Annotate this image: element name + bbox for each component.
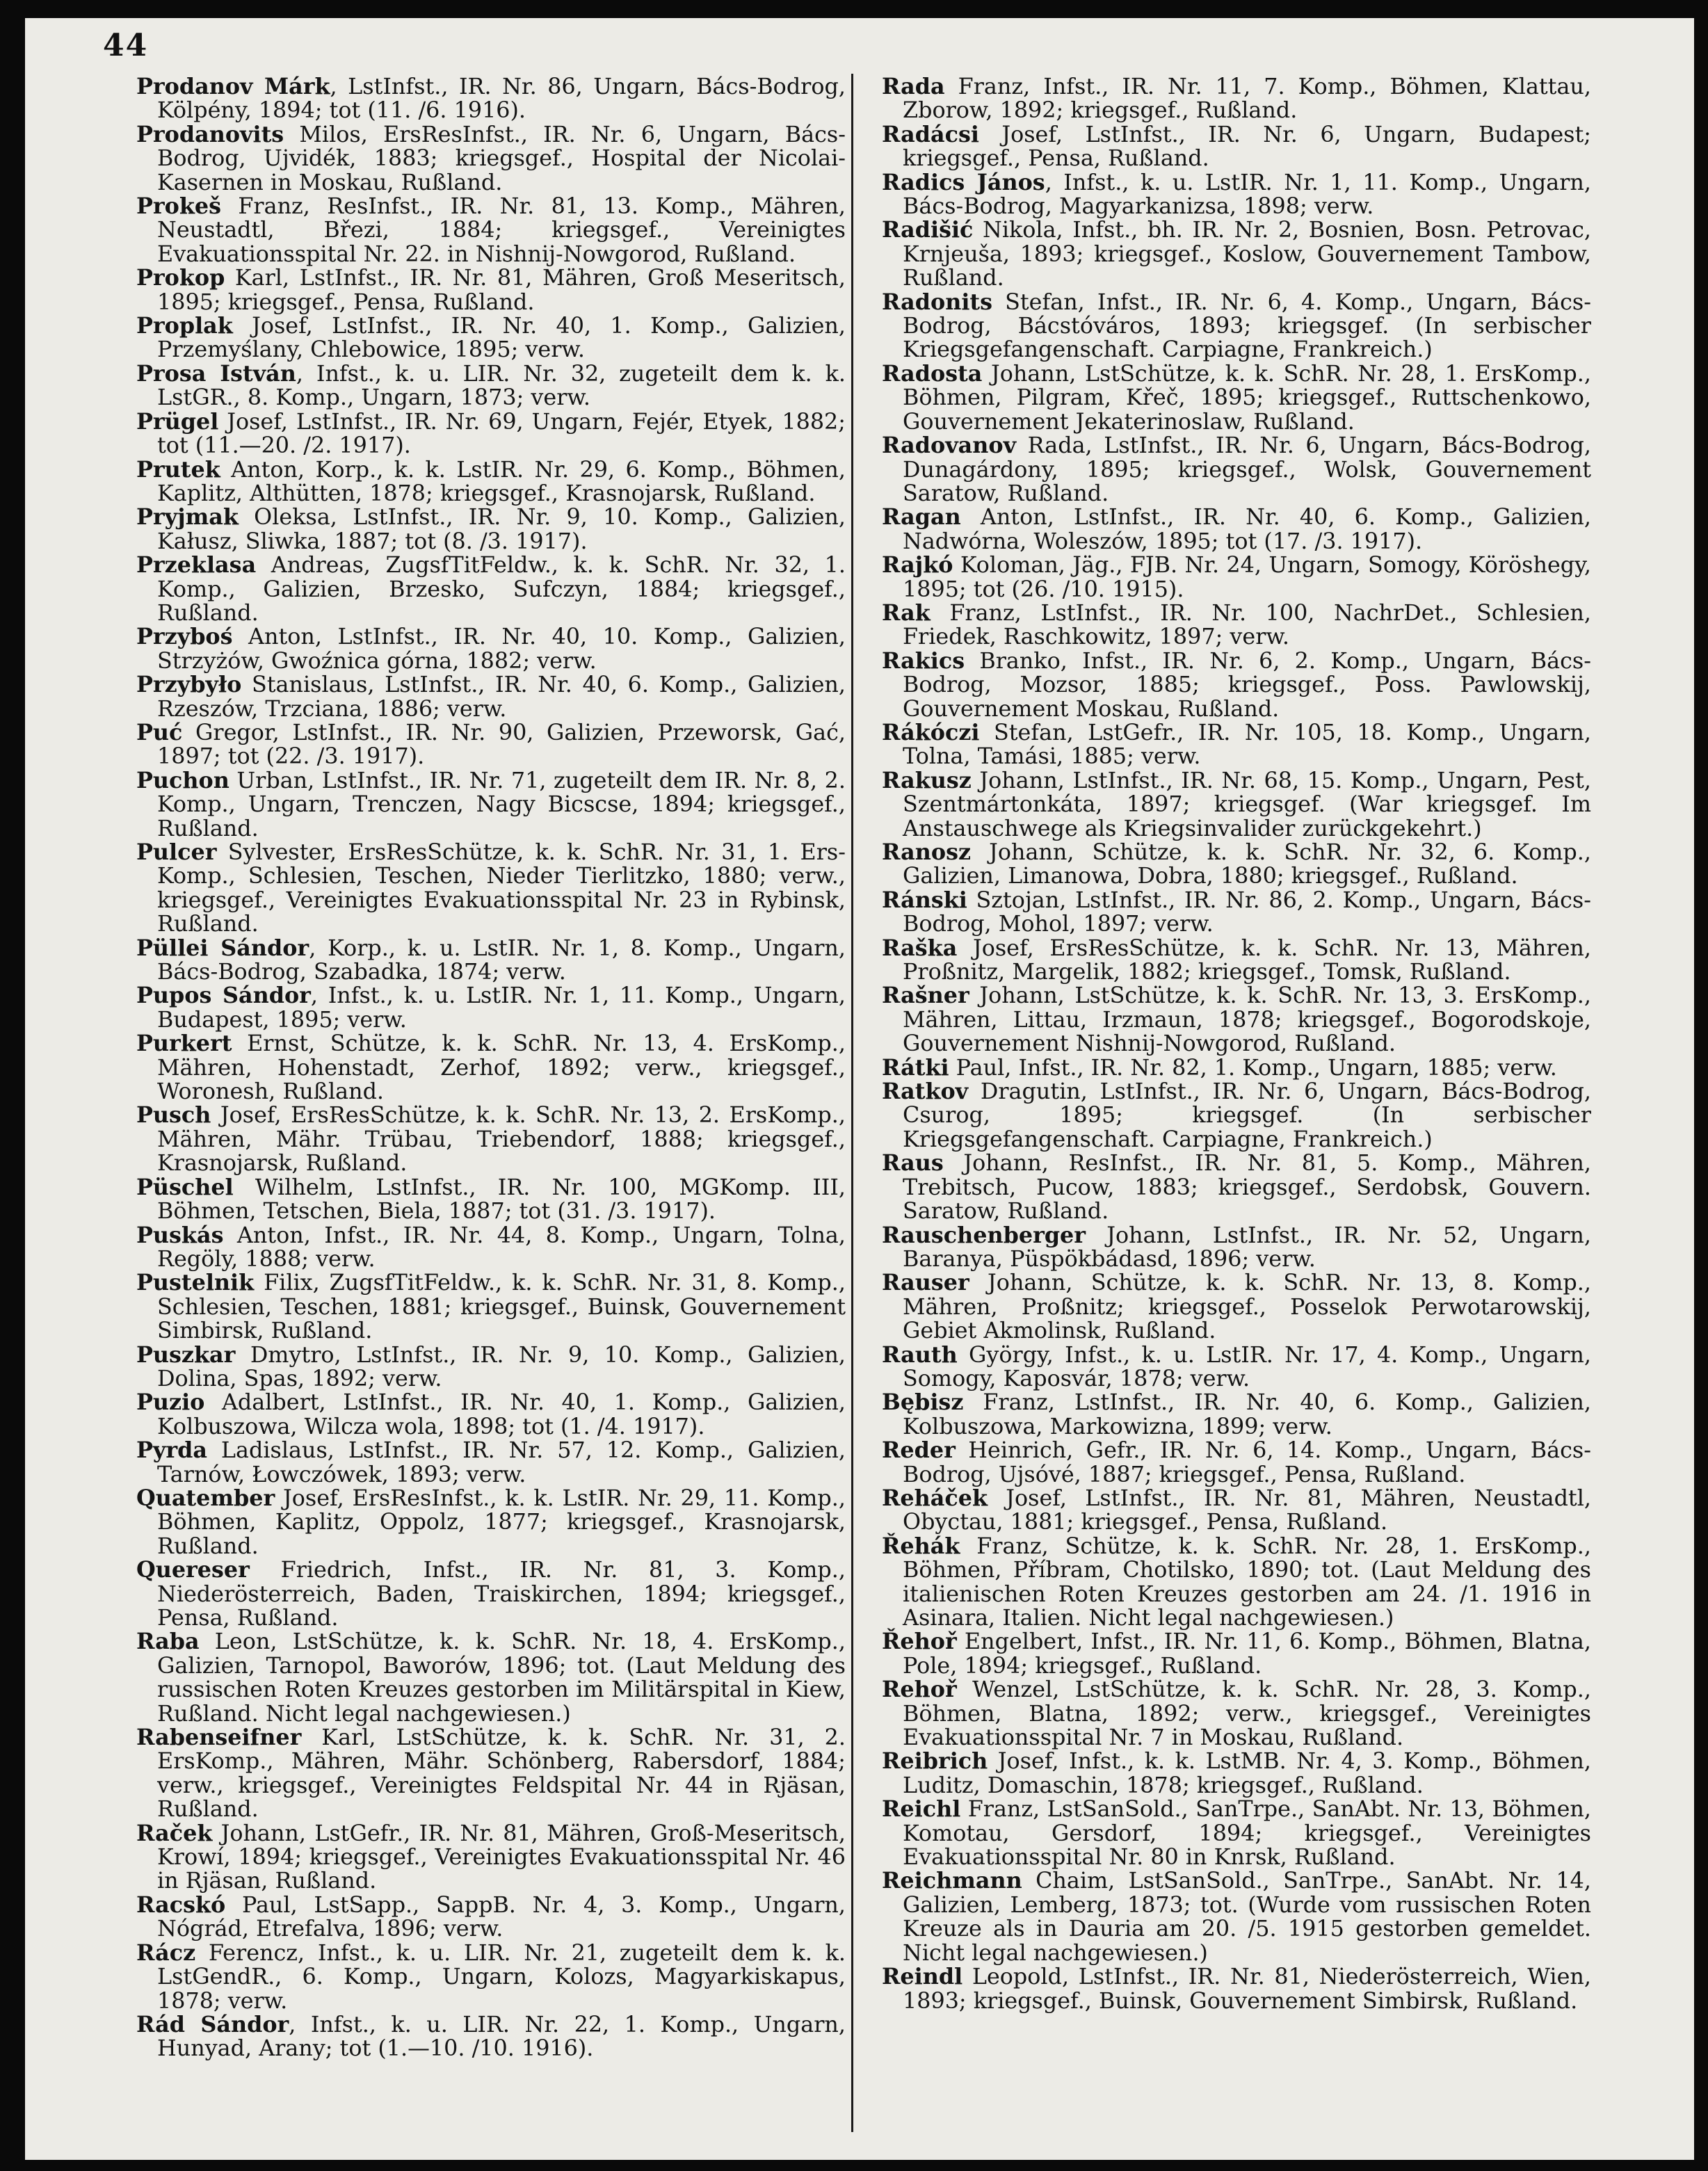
entry-surname: Przyboś (136, 624, 233, 650)
entry-surname: Radišić (882, 217, 974, 243)
register-entry (882, 599, 1591, 650)
register-entry (136, 1939, 846, 2014)
entry-details: Ernst, Schütze, k. k. SchR. Nr. 13, 4. ErsKomp., Mähren, Hohenstadt, Zerhof, 1892; verw., kriegsgef., Woronesh, Rußland. (157, 1031, 846, 1105)
entry-surname: Prokeš (136, 193, 222, 220)
entry-details: Andreas, ZugsfTitFeldw., k. k. SchR. Nr. 32, 1. Komp., Galizien, Brzesko, Sufczyn, 1884; kriegsgef., Rußland. (157, 552, 846, 626)
entry-surname: Prosa István (136, 360, 296, 387)
entry-surname: Ragan (882, 504, 961, 531)
entry-details: Anton, LstInfst., IR. Nr. 40, 6. Komp., Galizien, Nadwórna, Woleszów, 1895; tot (17. /3. 1917). (903, 504, 1591, 554)
entry-surname: Rakics (882, 647, 965, 674)
entry-details: Franz, LstSanSold., SanTrpe., SanAbt. Nr. 13, Böhmen, Komotau, Gersdorf, 1894; kriegsgef., Vereinigtes Evakuationsspital Nr. 80 in Knrsk, Rußland. (903, 1796, 1591, 1871)
register-entry (882, 434, 1591, 506)
entry-details: Franz, Infst., IR. Nr. 11, 7. Komp., Böhmen, Klattau, Zborow, 1892; kriegsgef., Rußland. (903, 74, 1591, 124)
entry-details: Sylvester, ErsResSchütze, k. k. SchR. Nr. 31, 1. Ers-Komp., Schlesien, Teschen, Nieder Tierlitzko, 1880; verw., kriegsgef., Vereinigtes Evakuationsspital Nr. 23 in Rybinsk, Rußland. (157, 839, 846, 937)
entry-surname: Puć (136, 719, 183, 745)
entry-details: , LstInfst., IR. Nr. 86, Ungarn, Bács-Bodrog, Kölpény, 1894; tot (11. /6. 1916). (157, 74, 846, 124)
entry-details: Josef, Infst., k. k. LstMB. Nr. 4, 3. Komp., Böhmen, Luditz, Domaschin, 1878; kriegsgef., Rußland. (903, 1748, 1591, 1798)
entry-details: Franz, ResInfst., IR. Nr. 81, 13. Komp., Mähren, Neustadtl, Březi, 1884; kriegsgef., Vereinigtes Evakuationsspital Nr. 22. in Nishnij-Nowgorod, Rußland. (157, 193, 846, 267)
entry-surname: Rakusz (882, 767, 972, 793)
entry-details: Paul, LstSapp., SappB. Nr. 4, 3. Komp., Ungarn, Nógrád, Etrefalva, 1896; verw. (157, 1891, 846, 1942)
register-entry (136, 1271, 846, 1343)
entry-surname: Raček (136, 1820, 213, 1846)
entry-surname: Rácz (136, 1939, 196, 1966)
entry-surname: Puzio (136, 1389, 205, 1416)
entry-surname: Rehoř (882, 1677, 957, 1703)
entry-surname: Püschel (136, 1174, 234, 1200)
entry-surname: Reibrich (882, 1748, 988, 1775)
entry-surname: Reháček (882, 1485, 988, 1511)
entry-surname: Rákóczi (882, 719, 980, 745)
entry-surname: Quereser (136, 1557, 250, 1583)
entry-surname: Przybyło (136, 672, 242, 698)
entry-details: Johann, LstGefr., IR. Nr. 81, Mähren, Groß-Meseritsch, Krowí, 1894; kriegsgef., Vereinigtes Evakuationsspital Nr. 46 in Rjäsan, Rußland. (157, 1820, 846, 1894)
entry-details: Oleksa, LstInfst., IR. Nr. 9, 10. Komp., Galizien, Kałusz, Sliwka, 1887; tot (8. /3. 1917). (157, 504, 846, 554)
entry-details: Branko, Infst., IR. Nr. 6, 2. Komp., Ungarn, Bács-Bodrog, Mozsor, 1885; kriegsgef., Poss. Pawlowskij, Gouvernement Moskau, Rußland. (903, 647, 1591, 722)
register-entry (882, 769, 1591, 841)
register-entry (136, 1487, 846, 1558)
entry-details: Friedrich, Infst., IR. Nr. 81, 3. Komp., Niederösterreich, Baden, Traiskirchen, 1894; kriegsgef., Pensa, Rußland. (157, 1557, 846, 1631)
entry-surname: Prodanovits (136, 121, 284, 147)
entry-surname: Rád Sándor (136, 2011, 289, 2037)
entry-details: Paul, Infst., IR. Nr. 82, 1. Komp., Ungarn, 1885; verw. (949, 1054, 1557, 1081)
entry-details: Ferencz, Infst., k. u. LIR. Nr. 21, zugeteilt dem k. k. LstGendR., 6. Komp., Ungarn, Kolozs, Magyarkiskapus, 1878; verw. (157, 1939, 846, 2014)
entry-details: Johann, Schütze, k. k. SchR. Nr. 32, 6. Komp., Galizien, Limanowa, Dobra, 1880; kriegsgef., Rußland. (903, 839, 1591, 889)
entry-details: Josef, LstInfst., IR. Nr. 81, Mähren, Neustadtl, Obyctau, 1881; kriegsgef., Pensa, Rußland. (903, 1485, 1591, 1535)
register-entry (136, 1391, 846, 1439)
register-entry (136, 1558, 846, 1630)
entry-details: Josef, LstInfst., IR. Nr. 40, 1. Komp., Galizien, Przemyślany, Chlebowice, 1895; verw. (157, 313, 846, 363)
entry-details: Koloman, Jäg., FJB. Nr. 24, Ungarn, Somogy, Köröshegy, 1895; tot (26. /10. 1915). (903, 552, 1591, 602)
register-entry (882, 1798, 1591, 1869)
entry-details: , Korp., k. u. LstIR. Nr. 1, 8. Komp., Ungarn, Bács-Bodrog, Szabadka, 1874; verw. (157, 935, 846, 985)
entry-details: Franz, LstInfst., IR. Nr. 40, 6. Komp., Galizien, Kolbuszowa, Markowizna, 1899; verw. (903, 1389, 1591, 1439)
entry-surname: Racskó (136, 1891, 226, 1918)
register-entry (882, 291, 1591, 362)
entry-surname: Řehák (882, 1533, 960, 1559)
entry-surname: Purkert (136, 1031, 232, 1057)
entry-details: Stefan, LstGefr., IR. Nr. 105, 18. Komp., Ungarn, Tolna, Tamási, 1885; verw. (903, 719, 1591, 770)
entry-surname: Radonits (882, 289, 992, 315)
entry-details: Anton, LstInfst., IR. Nr. 40, 10. Komp., Galizien, Strzyżów, Gwoźnica górna, 1882; verw. (157, 624, 846, 674)
register-entry (882, 1535, 1591, 1631)
register-entry (136, 1032, 846, 1104)
register-entry (882, 841, 1591, 889)
register-entry (882, 1630, 1591, 1678)
entry-details: Leon, LstSchütze, k. k. SchR. Nr. 18, 4. ErsKomp., Galizien, Tarnopol, Baworów, 1896; tot. (Laut Meldung des russischen Roten Kreuzes gestorben im Militärspital in Kiew, Rußland. Nicht legal nachgewiesen.) (157, 1629, 846, 1727)
register-entry (882, 721, 1591, 769)
entry-surname: Rauschenberger (882, 1222, 1086, 1248)
entry-details: Karl, LstInfst., IR. Nr. 81, Mähren, Groß Meseritsch, 1895; kriegsgef., Pensa, Rußland. (157, 265, 846, 315)
register-entry (882, 984, 1591, 1056)
entry-surname: Rašner (882, 983, 969, 1009)
entry-surname: Rauser (882, 1270, 969, 1296)
entry-surname: Quatember (136, 1485, 275, 1511)
entry-details: Stefan, Infst., IR. Nr. 6, 4. Komp., Ungarn, Bács-Bodrog, Bácstóváros, 1893; kriegsgef. (In serbischer Kriegsgefangenschaft. Carpiagne, Frankreich.) (903, 289, 1591, 363)
entry-surname: Prokop (136, 265, 225, 291)
entry-surname: Radics János (882, 169, 1045, 195)
register-entry (882, 506, 1591, 554)
entry-surname: Ránski (882, 887, 967, 913)
register-entry (882, 123, 1591, 171)
register-entry (136, 75, 846, 123)
register-entry (882, 937, 1591, 985)
register-entry (136, 1822, 846, 1894)
register-entry (882, 1224, 1591, 1272)
register-entry (136, 625, 846, 673)
register-entry (882, 1965, 1591, 2013)
register-entry (136, 266, 846, 314)
entry-surname: Rada (882, 74, 945, 99)
entry-details: Rada, LstInfst., IR. Nr. 6, Ungarn, Bács-Bodrog, Dunagárdony, 1895; kriegsgef., Wolsk, Gouvernement Saratow, Rußland. (903, 433, 1591, 506)
register-entry (136, 195, 846, 266)
left-column (136, 75, 846, 2061)
entry-surname: Rajkó (882, 552, 953, 579)
register-entry (882, 1678, 1591, 1750)
register-entry (136, 314, 846, 362)
entry-details: Urban, LstInfst., IR. Nr. 71, zugeteilt dem IR. Nr. 8, 2. Komp., Ungarn, Trenczen, Nagy Bicscse, 1894; kriegsgef., Rußland. (157, 767, 846, 841)
register-entry (882, 1080, 1591, 1152)
register-entry (882, 1343, 1591, 1391)
entry-surname: Pryjmak (136, 504, 239, 531)
entry-surname: Radosta (882, 360, 983, 387)
page-number: 44 (103, 28, 149, 63)
entry-surname: Reindl (882, 1964, 963, 1990)
entry-details: Wilhelm, LstInfst., IR. Nr. 100, MGKomp. III, Böhmen, Tetschen, Biela, 1887; tot (31. /3. 1917). (157, 1174, 846, 1225)
entry-surname: Przeklasa (136, 552, 257, 579)
entry-surname: Pustelnik (136, 1270, 255, 1296)
entry-details: György, Infst., k. u. LstIR. Nr. 17, 4. Komp., Ungarn, Somogy, Kaposvár, 1878; verw. (903, 1341, 1591, 1391)
entry-details: Josef, ErsResSchütze, k. k. SchR. Nr. 13, Mähren, Proßnitz, Margelik, 1882; kriegsgef., Tomsk, Rußland. (903, 935, 1591, 985)
register-entry (136, 1176, 846, 1224)
entry-details: Johann, LstSchütze, k. k. SchR. Nr. 28, 1. ErsKomp., Böhmen, Pilgram, Křeč, 1895; kriegsgef., Ruttschenkowo, Gouvernement Jekaterinoslaw, Rußland. (903, 360, 1591, 435)
entry-details: Josef, ErsResSchütze, k. k. SchR. Nr. 13, 2. ErsKomp., Mähren, Mähr. Trübau, Triebendorf, 1888; kriegsgef., Krasnojarsk, Rußland. (157, 1102, 846, 1177)
entry-details: Nikola, Infst., bh. IR. Nr. 2, Bosnien, Bosn. Petrovac, Krnjeuša, 1893; kriegsgef., Koslow, Gouvernement Tambow, Rußland. (903, 217, 1591, 291)
register-entry (882, 75, 1591, 123)
register-entry (882, 171, 1591, 219)
entry-details: Gregor, LstInfst., IR. Nr. 90, Galizien, Przeworsk, Gać, 1897; tot (22. /3. 1917). (157, 719, 846, 770)
entry-surname: Prügel (136, 408, 219, 435)
entry-surname: Prodanov Márk (136, 74, 330, 99)
entry-details: Johann, LstSchütze, k. k. SchR. Nr. 13, 3. ErsKomp., Mähren, Littau, Irzmaun, 1878; kriegsgef., Bogorodskoje, Gouvernement Nishnij-Nowgorod, Rußland. (903, 983, 1591, 1057)
register-entry (136, 984, 846, 1032)
entry-details: Filix, ZugsfTitFeldw., k. k. SchR. Nr. 31, 8. Komp., Schlesien, Teschen, 1881; kriegsgef., Buinsk, Gouvernement Simbirsk, Rußland. (157, 1270, 846, 1344)
entry-surname: Rátki (882, 1054, 949, 1081)
entry-details: Franz, LstInfst., IR. Nr. 100, NachrDet., Schlesien, Friedek, Raschkowitz, 1897; verw. (903, 599, 1591, 650)
register-entry (136, 506, 846, 554)
entry-details: Engelbert, Infst., IR. Nr. 11, 6. Komp., Böhmen, Blatna, Pole, 1894; kriegsgef., Rußland. (903, 1629, 1591, 1679)
entry-surname: Pusch (136, 1102, 211, 1129)
entry-details: Josef, LstInfst., IR. Nr. 69, Ungarn, Fejér, Etyek, 1882; tot (11.—20. /2. 1917). (157, 408, 846, 459)
entry-surname: Püllei Sándor (136, 935, 309, 961)
entry-details: Johann, LstInfst., IR. Nr. 52, Ungarn, Baranya, Püspökbádasd, 1896; verw. (903, 1222, 1591, 1272)
register-entry (882, 218, 1591, 290)
entry-surname: Řehoř (882, 1629, 957, 1655)
register-entry (882, 1271, 1591, 1343)
register-entry (136, 554, 846, 625)
register-entry (136, 841, 846, 937)
register-entry (136, 1224, 846, 1272)
entry-surname: Puchon (136, 767, 229, 793)
entry-details: Karl, LstSchütze, k. k. SchR. Nr. 31, 2. ErsKomp., Mähren, Mähr. Schönberg, Rabersdorf, 1884; verw., kriegsgef., Vereinigtes Feldspital Nr. 44 in Rjäsan, Rußland. (157, 1725, 846, 1823)
register-entry (882, 554, 1591, 602)
entry-surname: Puskás (136, 1222, 224, 1248)
register-entry (136, 1891, 846, 1942)
entry-details: Franz, Schütze, k. k. SchR. Nr. 28, 1. ErsKomp., Böhmen, Příbram, Chotilsko, 1890; tot. (Laut Meldung des italienischen Roten Kreuzes gestorben am 24. /1. 1916 in Asinara, Italien. Nicht legal nachgewiesen.) (903, 1533, 1591, 1631)
entry-details: Dmytro, LstInfst., IR. Nr. 9, 10. Komp., Galizien, Dolina, Spas, 1892; verw. (157, 1341, 846, 1391)
document-page (25, 18, 1694, 2160)
entry-details: Josef, LstInfst., IR. Nr. 6, Ungarn, Budapest; kriegsgef., Pensa, Rußland. (903, 121, 1591, 172)
register-entry (882, 1391, 1591, 1439)
register-entry (136, 362, 846, 410)
register-entry (136, 673, 846, 721)
entry-surname: Rak (882, 599, 930, 626)
entry-surname: Reichl (882, 1796, 961, 1823)
entry-surname: Pupos Sándor (136, 983, 311, 1009)
entry-surname: Raška (882, 935, 958, 961)
entry-surname: Raus (882, 1150, 944, 1177)
register-entry (882, 649, 1591, 721)
register-entry (882, 1750, 1591, 1798)
entry-details: Johann, Schütze, k. k. SchR. Nr. 13, 8. Komp., Mähren, Proßnitz; kriegsgef., Posselok Perwotarowskij, Gebiet Akmolinsk, Rußland. (903, 1270, 1591, 1344)
right-column (882, 75, 1591, 2013)
entry-surname: Raba (136, 1629, 200, 1655)
entry-details: Johann, ResInfst., IR. Nr. 81, 5. Komp., Mähren, Trebitsch, Pucow, 1883; kriegsgef., Serdobsk, Gouvern. Saratow, Rußland. (903, 1150, 1591, 1225)
entry-details: Sztojan, LstInfst., IR. Nr. 86, 2. Komp., Ungarn, Bács-Bodrog, Mohol, 1897; verw. (903, 887, 1591, 937)
register-entry (136, 1439, 846, 1487)
entry-details: Heinrich, Gefr., IR. Nr. 6, 14. Komp., Ungarn, Bács-Bodrog, Ujsóvé, 1887; kriegsgef., Pensa, Rußland. (903, 1437, 1591, 1487)
register-entry (882, 1487, 1591, 1535)
entry-surname: Proplak (136, 313, 233, 339)
entry-details: Stanislaus, LstInfst., IR. Nr. 40, 6. Komp., Galizien, Rzeszów, Trzciana, 1886; verw. (157, 672, 846, 722)
entry-surname: Radácsi (882, 121, 979, 147)
entry-surname: Puszkar (136, 1341, 236, 1368)
entry-details: , Infst., k. u. LstIR. Nr. 1, 11. Komp., Ungarn, Budapest, 1895; verw. (157, 983, 846, 1033)
register-entry (136, 1726, 846, 1822)
entry-surname: Rauth (882, 1341, 958, 1368)
entry-details: Anton, Infst., IR. Nr. 44, 8. Komp., Ungarn, Tolna, Regöly, 1888; verw. (157, 1222, 846, 1272)
register-entry (882, 889, 1591, 937)
entry-surname: Radovanov (882, 433, 1017, 459)
register-entry (882, 362, 1591, 434)
entry-details: Johann, LstInfst., IR. Nr. 68, 15. Komp., Ungarn, Pest, Szentmártonkáta, 1897; kriegsgef. (War kriegsgef. Im Anstauschwege als Kriegsinvalider zurückgekehrt.) (903, 767, 1591, 841)
entry-surname: Pulcer (136, 839, 217, 865)
register-entry (882, 1439, 1591, 1487)
entry-surname: Rabenseifner (136, 1725, 302, 1751)
entry-surname: Prutek (136, 456, 220, 483)
register-entry (882, 1869, 1591, 1965)
entry-surname: Pyrda (136, 1437, 207, 1464)
entry-details: Ladislaus, LstInfst., IR. Nr. 57, 12. Komp., Galizien, Tarnów, Łowczówek, 1893; verw. (157, 1437, 846, 1487)
entry-surname: Ratkov (882, 1079, 969, 1105)
entry-details: , Infst., k. u. LIR. Nr. 22, 1. Komp., Ungarn, Hunyad, Arany; tot (1.—10. /10. 1916). (157, 2011, 846, 2062)
register-entry (136, 1630, 846, 1726)
entry-details: , Infst., k. u. LstIR. Nr. 1, 11. Komp., Ungarn, Bács-Bodrog, Magyarkanizsa, 1898; verw. (903, 169, 1591, 220)
register-entry (136, 2013, 846, 2061)
entry-surname: Reichmann (882, 1868, 1022, 1894)
entry-surname: Reder (882, 1437, 956, 1464)
entry-details: Chaim, LstSanSold., SanTrpe., SanAbt. Nr. 14, Galizien, Lemberg, 1873; tot. (Wurde vom russischen Roten Kreuze als in Dauria am 20. /5. 1915 gestorben gemeldet. Nicht legal nachgewiesen.) (903, 1868, 1591, 1966)
register-entry (136, 1104, 846, 1175)
entry-details: , Infst., k. u. LIR. Nr. 32, zugeteilt dem k. k. LstGR., 8. Komp., Ungarn, 1873; verw. (157, 360, 846, 411)
entry-details: Milos, ErsResInfst., IR. Nr. 6, Ungarn, Bács-Bodrog, Ujvidék, 1883; kriegsgef., Hospital der Nicolai-Kasernen in Moskau, Rußland. (157, 121, 846, 195)
entry-details: Adalbert, LstInfst., IR. Nr. 40, 1. Komp., Galizien, Kolbuszowa, Wilcza wola, 1898; tot (1. /4. 1917). (157, 1389, 846, 1439)
register-entry (136, 937, 846, 985)
entry-details: Dragutin, LstInfst., IR. Nr. 6, Ungarn, Bács-Bodrog, Csurog, 1895; kriegsgef. (In serbischer Kriegsgefangenschaft. Carpiagne, Frankreich.) (903, 1079, 1591, 1152)
entry-details: Leopold, LstInfst., IR. Nr. 81, Niederösterreich, Wien, 1893; kriegsgef., Buinsk, Gouvernement Simbirsk, Rußland. (903, 1964, 1591, 2014)
entry-surname: Bębisz (882, 1389, 964, 1416)
entry-details: Josef, ErsResInfst., k. k. LstIR. Nr. 29, 11. Komp., Böhmen, Kaplitz, Oppolz, 1877; kriegsgef., Krasnojarsk, Rußland. (157, 1485, 846, 1559)
register-entry (136, 769, 846, 841)
register-entry (136, 123, 846, 195)
entry-surname: Ranosz (882, 839, 972, 865)
entry-details: Wenzel, LstSchütze, k. k. SchR. Nr. 28, 3. Komp., Böhmen, Blatna, 1892; verw., kriegsgef., Vereinigtes Evakuationsspital Nr. 7 in Moskau, Rußland. (903, 1677, 1591, 1751)
register-entry (136, 1343, 846, 1391)
entry-details: Anton, Korp., k. k. LstIR. Nr. 29, 6. Komp., Böhmen, Kaplitz, Althütten, 1878; kriegsgef., Krasnojarsk, Rußland. (157, 456, 846, 506)
register-entry (136, 458, 846, 506)
register-entry (136, 721, 846, 769)
register-entry (882, 1152, 1591, 1223)
column-divider (851, 74, 853, 2132)
register-entry (136, 410, 846, 458)
register-entry (882, 1056, 1591, 1080)
